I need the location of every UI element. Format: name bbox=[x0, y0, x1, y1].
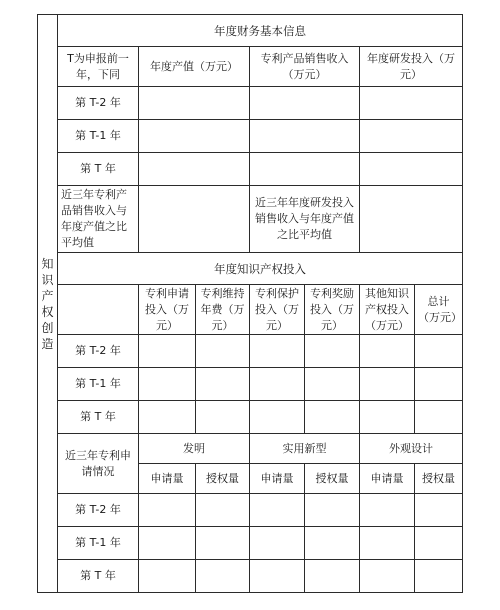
ip-creation-form bbox=[37, 14, 463, 593]
patent-cell-input[interactable] bbox=[196, 560, 250, 593]
patent-row-label: 第 T-1 年 bbox=[58, 527, 139, 560]
patent-cell-input[interactable] bbox=[250, 527, 305, 560]
patent-cell-input[interactable] bbox=[139, 560, 196, 593]
finance-sales-input[interactable] bbox=[250, 87, 360, 120]
rd-ratio-label: 近三年年度研发投入销售收入与年度产值之比平均值 bbox=[250, 186, 360, 253]
finance-rd-input[interactable] bbox=[360, 87, 463, 120]
sub-col-apply: 申请量 bbox=[250, 464, 305, 494]
ip-cell-input[interactable] bbox=[360, 335, 415, 368]
patent-cell-input[interactable] bbox=[415, 494, 463, 527]
finance-row-label: 第 T-1 年 bbox=[58, 120, 139, 153]
ip-cell-input[interactable] bbox=[139, 368, 196, 401]
patent-cell-input[interactable] bbox=[196, 527, 250, 560]
section-label-char: 权 bbox=[41, 304, 54, 319]
ip-cell-input[interactable] bbox=[139, 335, 196, 368]
col-patent-application: 专利申请投入（万元） bbox=[139, 285, 196, 335]
ip-cell-input[interactable] bbox=[415, 335, 463, 368]
ip-section-title: 年度知识产权投入 bbox=[58, 253, 463, 285]
section-label-char: 知 bbox=[41, 256, 54, 271]
sub-col-apply: 申请量 bbox=[139, 464, 196, 494]
section-label-char: 识 bbox=[41, 272, 54, 287]
patent-cell-input[interactable] bbox=[360, 560, 415, 593]
col-patent-maintenance: 专利维持年费（万元） bbox=[196, 285, 250, 335]
ip-cell-input[interactable] bbox=[360, 368, 415, 401]
finance-row-label: 第 T 年 bbox=[58, 153, 139, 186]
patent-row-label: 第 T-2 年 bbox=[58, 494, 139, 527]
col-annual-output: 年度产值（万元） bbox=[139, 47, 250, 87]
patent-type-utility: 实用新型 bbox=[250, 434, 360, 464]
patent-application-label: 近三年专利申请情况 bbox=[58, 434, 139, 494]
ip-cell-input[interactable] bbox=[415, 368, 463, 401]
ip-cell-input[interactable] bbox=[196, 335, 250, 368]
ip-header-blank bbox=[58, 285, 139, 335]
finance-sales-input[interactable] bbox=[250, 120, 360, 153]
patent-cell-input[interactable] bbox=[415, 560, 463, 593]
ip-cell-input[interactable] bbox=[250, 335, 305, 368]
ip-cell-input[interactable] bbox=[196, 368, 250, 401]
patent-cell-input[interactable] bbox=[305, 494, 360, 527]
ip-cell-input[interactable] bbox=[250, 368, 305, 401]
patent-cell-input[interactable] bbox=[360, 494, 415, 527]
col-patent-protection: 专利保护投入（万元） bbox=[250, 285, 305, 335]
section-label-text bbox=[38, 256, 57, 352]
section-label-vertical bbox=[38, 15, 58, 593]
ip-cell-input[interactable] bbox=[139, 401, 196, 434]
patent-row-label: 第 T 年 bbox=[58, 560, 139, 593]
patent-cell-input[interactable] bbox=[305, 560, 360, 593]
sub-col-grant: 授权量 bbox=[415, 464, 463, 494]
col-rd-investment: 年度研发投入（万元） bbox=[360, 47, 463, 87]
patent-cell-input[interactable] bbox=[360, 527, 415, 560]
section-label-char: 创 bbox=[41, 320, 54, 335]
ip-row-label: 第 T-1 年 bbox=[58, 368, 139, 401]
patent-type-invention: 发明 bbox=[139, 434, 250, 464]
sub-col-grant: 授权量 bbox=[196, 464, 250, 494]
col-patent-sales: 专利产品销售收入（万元） bbox=[250, 47, 360, 87]
ip-cell-input[interactable] bbox=[196, 401, 250, 434]
finance-output-input[interactable] bbox=[139, 153, 250, 186]
ip-cell-input[interactable] bbox=[305, 368, 360, 401]
sub-col-apply: 申请量 bbox=[360, 464, 415, 494]
ip-row-label: 第 T 年 bbox=[58, 401, 139, 434]
sales-ratio-input[interactable] bbox=[139, 186, 250, 253]
period-note: T为申报前一年，下同 bbox=[58, 47, 139, 87]
patent-cell-input[interactable] bbox=[250, 560, 305, 593]
sub-col-grant: 授权量 bbox=[305, 464, 360, 494]
patent-cell-input[interactable] bbox=[139, 527, 196, 560]
finance-row-label: 第 T-2 年 bbox=[58, 87, 139, 120]
col-total: 总计（万元） bbox=[415, 285, 463, 335]
patent-cell-input[interactable] bbox=[305, 527, 360, 560]
section-label-char: 造 bbox=[41, 336, 54, 351]
patent-type-design: 外观设计 bbox=[360, 434, 463, 464]
sales-ratio-label: 近三年专利产品销售收入与年度产值之比平均值 bbox=[58, 186, 139, 253]
ip-cell-input[interactable] bbox=[250, 401, 305, 434]
col-patent-reward: 专利奖励投入（万元） bbox=[305, 285, 360, 335]
patent-cell-input[interactable] bbox=[250, 494, 305, 527]
patent-cell-input[interactable] bbox=[196, 494, 250, 527]
col-other-ip: 其他知识产权投入（万元） bbox=[360, 285, 415, 335]
ip-cell-input[interactable] bbox=[360, 401, 415, 434]
section-label-char: 产 bbox=[41, 288, 54, 303]
ip-row-label: 第 T-2 年 bbox=[58, 335, 139, 368]
finance-section-title: 年度财务基本信息 bbox=[58, 15, 463, 47]
ip-cell-input[interactable] bbox=[415, 401, 463, 434]
patent-cell-input[interactable] bbox=[415, 527, 463, 560]
finance-output-input[interactable] bbox=[139, 87, 250, 120]
finance-output-input[interactable] bbox=[139, 120, 250, 153]
ip-cell-input[interactable] bbox=[305, 401, 360, 434]
finance-rd-input[interactable] bbox=[360, 153, 463, 186]
finance-sales-input[interactable] bbox=[250, 153, 360, 186]
ip-cell-input[interactable] bbox=[305, 335, 360, 368]
finance-rd-input[interactable] bbox=[360, 120, 463, 153]
rd-ratio-input[interactable] bbox=[360, 186, 463, 253]
patent-cell-input[interactable] bbox=[139, 494, 196, 527]
